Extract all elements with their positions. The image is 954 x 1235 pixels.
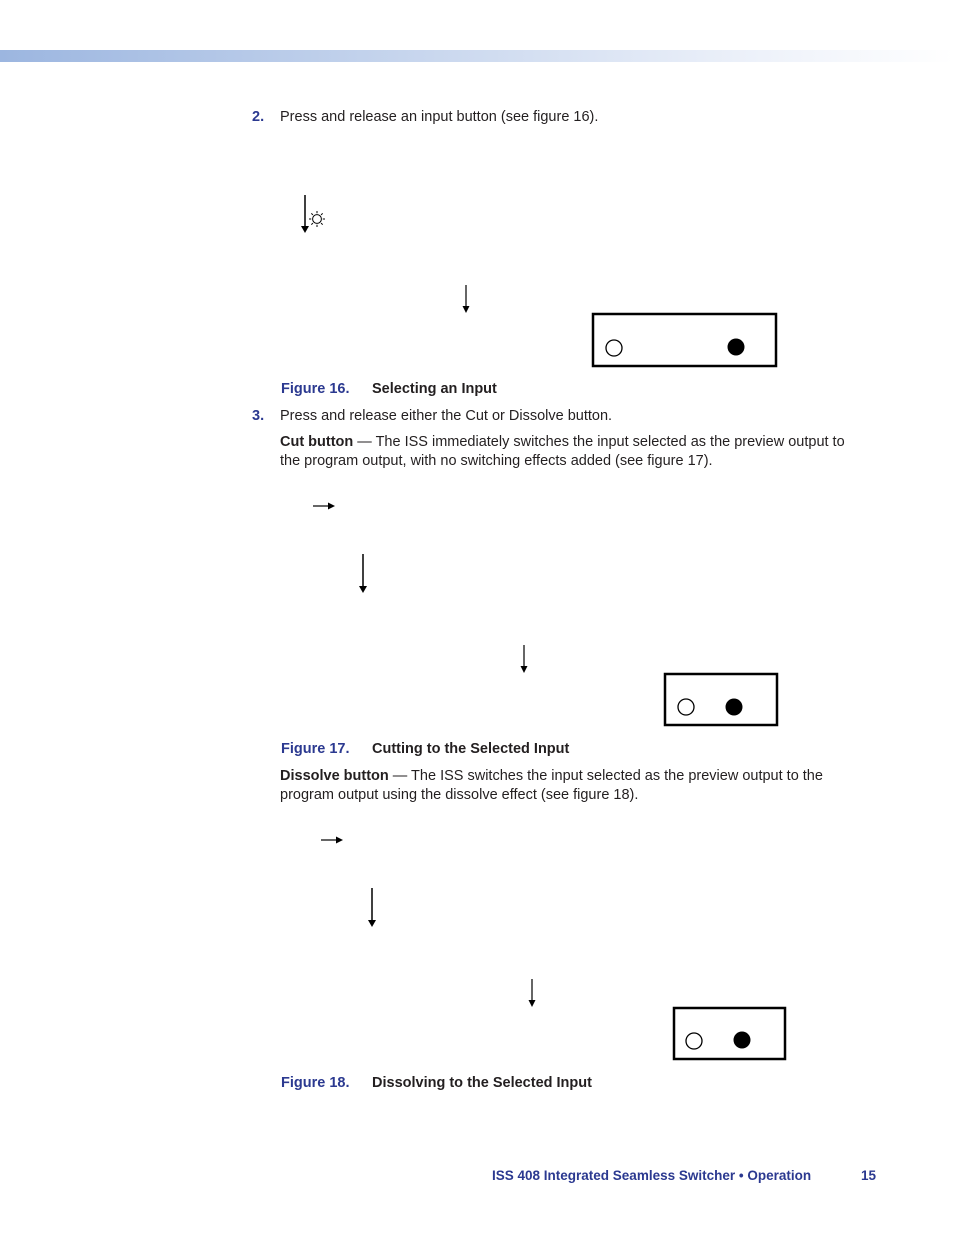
footer-title: ISS 408 Integrated Seamless Switcher • Operation xyxy=(492,1168,812,1183)
press-arrow-head xyxy=(368,920,376,927)
filled-indicator xyxy=(734,1032,751,1049)
figure-16-title: Selecting an Input xyxy=(372,381,497,397)
open-indicator xyxy=(686,1033,702,1049)
dissolve-term: Dissolve button xyxy=(280,768,389,784)
dissolve-description: — The ISS switches the input selected as the preview output to the program output using the dissolve effect (see figure 18). xyxy=(280,768,823,803)
page-number: 15 xyxy=(861,1168,877,1183)
figure-17-label: Figure 17. xyxy=(281,741,350,757)
step-2-number: 2. xyxy=(252,109,265,125)
figure-17-title: Cutting to the Selected Input xyxy=(372,741,570,757)
figure-18-label: Figure 18. xyxy=(281,1075,350,1091)
cut-description: — The ISS immediately switches the input selected as the preview output to the program output, with no switching effects added (see figure 17). xyxy=(280,434,845,469)
cut-term: Cut button xyxy=(280,434,354,450)
figure-16-label: Figure 16. xyxy=(281,381,350,397)
down-arrow-head xyxy=(529,1000,536,1007)
step-3-number: 3. xyxy=(252,408,265,424)
dissolve-arrow-head xyxy=(336,837,343,844)
figure-18-title: Dissolving to the Selected Input xyxy=(372,1075,592,1091)
step-3-text: Press and release either the Cut or Dissolve button. xyxy=(280,408,613,424)
step-2-text: Press and release an input button (see figure 16). xyxy=(280,109,599,125)
